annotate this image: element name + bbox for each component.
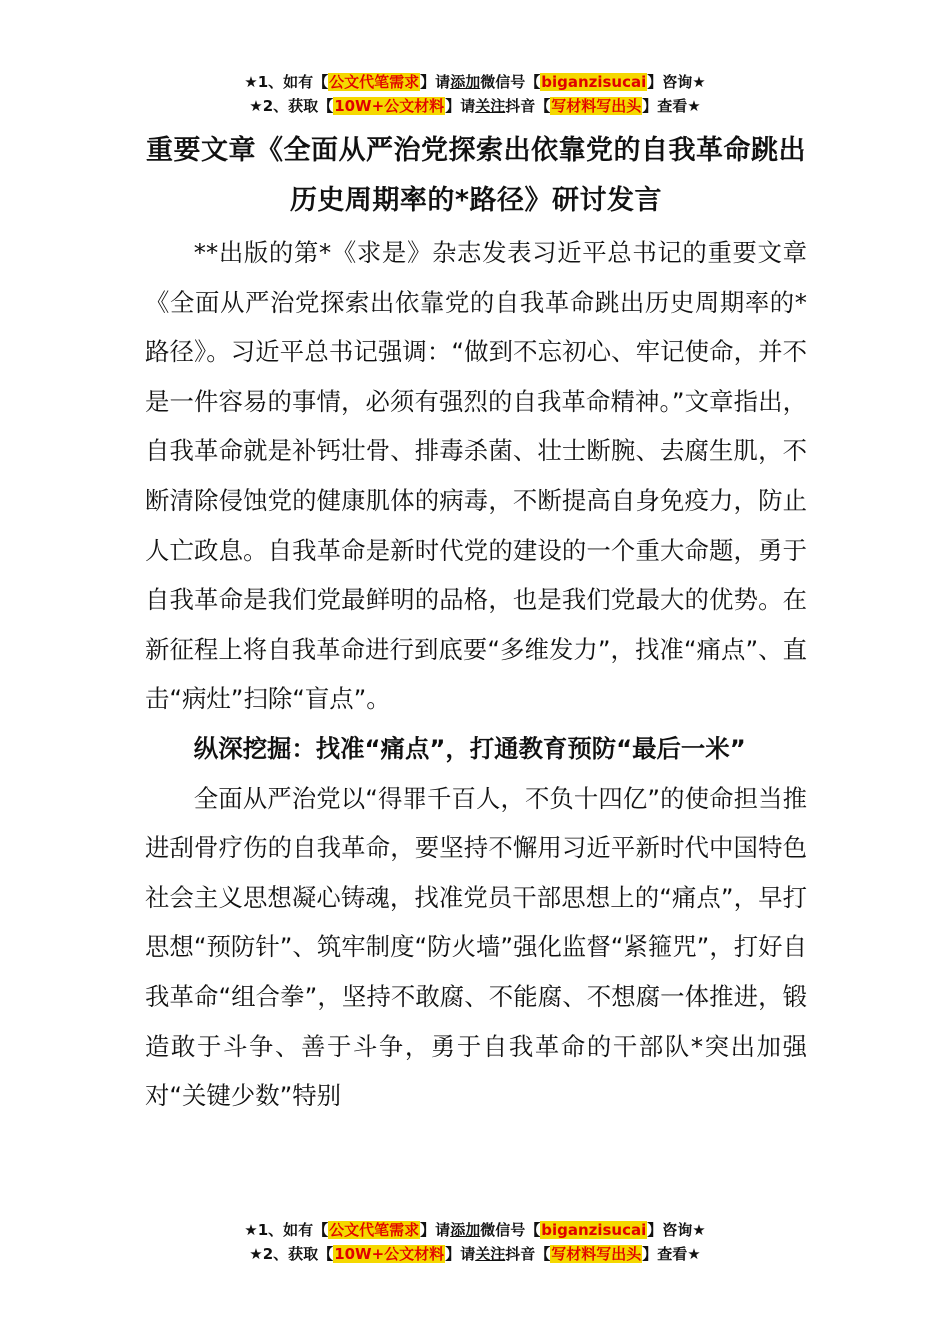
- promo-highlight: 公文代笔需求: [329, 73, 420, 91]
- douyin-account-highlight: 写材料写出头: [551, 1245, 642, 1263]
- promo-text: 】请: [445, 1245, 476, 1263]
- promo-text: ★2、获取【: [249, 97, 334, 115]
- wechat-id-highlight: biganzisucai: [541, 1221, 647, 1239]
- promo-underlined-text: 添加: [450, 73, 481, 91]
- promo-text: 】咨询★: [647, 1221, 706, 1239]
- promo-text: 微信号【: [480, 73, 541, 91]
- promo-line-2: [0, 1242, 950, 1266]
- promo-line-1: [0, 1218, 950, 1242]
- section-heading: 纵深挖掘：找准“痛点”，打通教育预防“最后一米”: [193, 733, 746, 763]
- promo-text: ★1、如有【: [244, 1221, 329, 1239]
- promo-underlined-text: 关注: [475, 97, 506, 115]
- promo-text: 抖音【: [505, 1245, 551, 1263]
- promo-highlight: 公文代笔需求: [329, 1221, 420, 1239]
- promo-highlight: 10W+公文材料: [334, 97, 445, 115]
- promo-text: 】请: [420, 1221, 451, 1239]
- promo-text: 微信号【: [480, 1221, 541, 1239]
- promo-text: 抖音【: [505, 97, 551, 115]
- paragraph: 全面从严治党以“得罪千百人，不负十四亿”的使命担当推进刮骨疗伤的自我革命，要坚持不懈用习近平新时代中国特色社会主义思想凝心铸魂，找准党员干部思想上的“痛点”，早打思想“预防针”、筑牢制度“防火墙”强化监督“紧箍咒”，打好自我革命“组合拳”，坚持不敢腐、不能腐、不想腐一体推进，锻造敢于斗争、善于斗争，勇于自我革命的干部队*突出加强对“关键少数”特别: [145, 783, 807, 1111]
- header-promo-banner: [0, 70, 950, 118]
- promo-line-1: [0, 70, 950, 94]
- promo-text: 】咨询★: [647, 73, 706, 91]
- paragraph: **出版的第*《求是》杂志发表习近平总书记的重要文章《全面从严治党探索出依靠党的自我革命跳出历史周期率的*路径》。习近平总书记强调：“做到不忘初心、牢记使命，并不是一件容易的事情，必须有强烈的自我革命精神。”文章指出，自我革命就是补钙壮骨、排毒杀菌、壮士断腕、去腐生肌，不断清除侵蚀党的健康肌体的病毒，不断提高自身免疫力，防止人亡政息。自我革命是新时代党的建设的一个重大命题，勇于自我革命是我们党最鲜明的品格，也是我们党最大的优势。在新征程上将自我革命进行到底要“多维发力”，找准“痛点”、直击“病灶”扫除“盲点”。: [145, 238, 807, 714]
- promo-text: ★1、如有【: [244, 73, 329, 91]
- wechat-id-highlight: biganzisucai: [541, 73, 647, 91]
- promo-text: 】查看★: [642, 1245, 701, 1263]
- douyin-account-highlight: 写材料写出头: [551, 97, 642, 115]
- promo-underlined-text: 关注: [475, 1245, 506, 1263]
- promo-text: ★2、获取【: [249, 1245, 334, 1263]
- promo-underlined-text: 添加: [450, 1221, 481, 1239]
- promo-text: 】请: [420, 73, 451, 91]
- footer-promo-banner: [0, 1218, 950, 1266]
- document-title: 重要文章《全面从严治党探索出依靠党的自我革命跳出历史周期率的*路径》研讨发言: [146, 135, 806, 216]
- promo-line-2: [0, 94, 950, 118]
- promo-text: 】查看★: [642, 97, 701, 115]
- document-body: [145, 126, 807, 1121]
- promo-highlight: 10W+公文材料: [334, 1245, 445, 1263]
- promo-text: 】请: [445, 97, 476, 115]
